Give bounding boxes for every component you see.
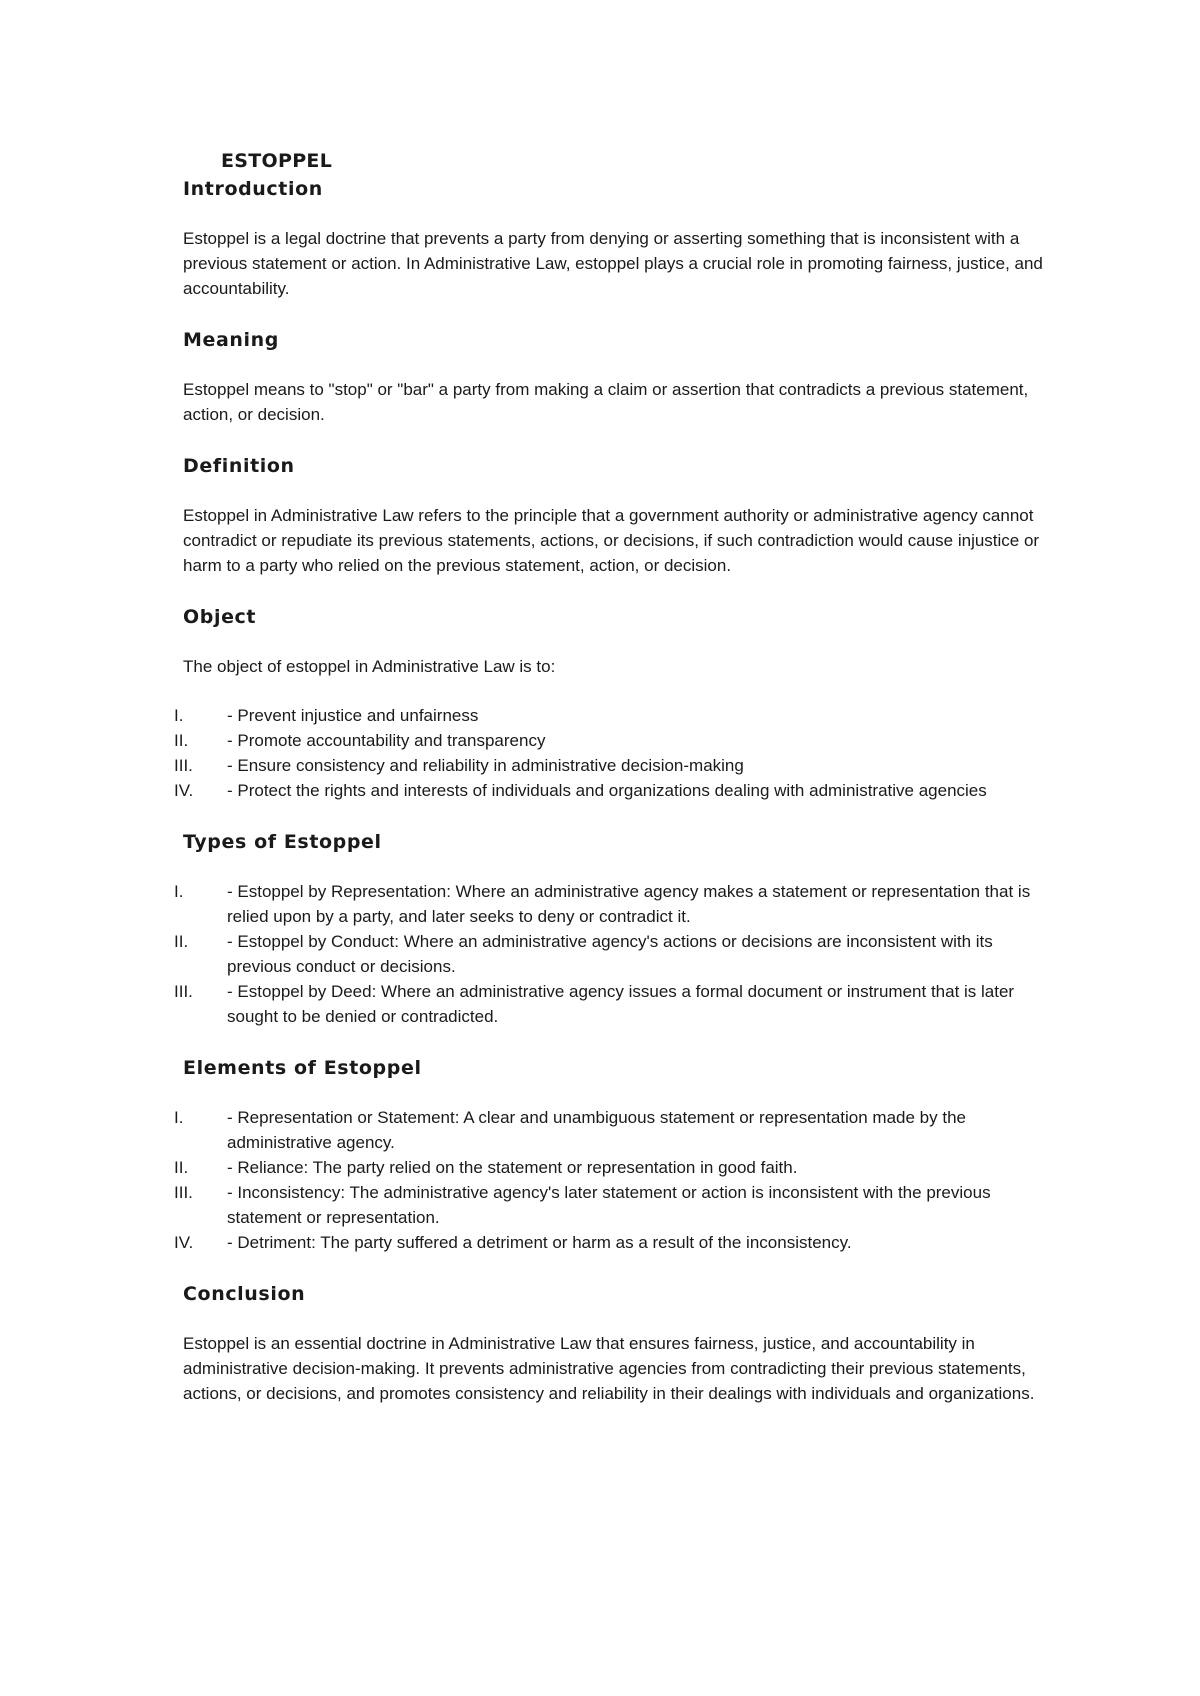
section-heading: Meaning — [183, 329, 279, 351]
section-heading: Object — [183, 606, 257, 628]
section-heading: Introduction — [183, 178, 323, 200]
document-title: ESTOPPEL — [221, 150, 333, 172]
document-body — [174, 176, 1043, 1406]
list-item — [174, 703, 1043, 728]
list-item — [174, 778, 1043, 803]
list-item — [174, 1230, 1043, 1255]
list-item — [174, 979, 1043, 1029]
section-heading: Conclusion — [183, 1283, 306, 1305]
list-item — [174, 1180, 1043, 1230]
types-list — [174, 879, 1043, 1029]
list-number: III. — [174, 982, 193, 1001]
section-elements — [174, 1055, 1043, 1255]
section-heading: Types of Estoppel — [183, 831, 382, 853]
section-heading: Definition — [183, 455, 295, 477]
list-number: I. — [174, 882, 184, 901]
list-item-text: - Representation or Statement: A clear and unambiguous statement or representation made by the administrative agency. — [227, 1108, 966, 1152]
list-number: I. — [174, 1108, 184, 1127]
list-item-text: - Reliance: The party relied on the statement or representation in good faith. — [227, 1158, 798, 1177]
list-number: III. — [174, 1183, 193, 1202]
object-list — [174, 703, 1043, 803]
list-number: IV. — [174, 1233, 194, 1252]
list-item-text: - Prevent injustice and unfairness — [227, 706, 479, 725]
list-item-text: - Estoppel by Conduct: Where an administrative agency's actions or decisions are inconsistent with its previous conduct or decisions. — [227, 932, 993, 976]
section-types — [174, 829, 1043, 1029]
list-number: I. — [174, 706, 184, 725]
section-paragraph: Estoppel is an essential doctrine in Administrative Law that ensures fairness, justice, and accountability in administrative decision-making. It prevents administrative agencies from contradicting their previous statements, actions, or decisions, and promotes consistency and reliability in their dealings with individuals and organizations. — [183, 1334, 1035, 1403]
section-paragraph: Estoppel in Administrative Law refers to the principle that a government authority or administrative agency cannot contradict or repudiate its previous statements, actions, or decisions, if such contradiction would cause injustice or harm to a party who relied on the previous statement, action, or decision. — [183, 506, 1040, 575]
list-item-text: - Estoppel by Representation: Where an administrative agency makes a statement or representation that is relied upon by a party, and later seeks to deny or contradict it. — [227, 882, 1031, 926]
section-paragraph: Estoppel means to "stop" or "bar" a party from making a claim or assertion that contradicts a previous statement, action, or decision. — [183, 380, 1029, 424]
list-item-text: - Inconsistency: The administrative agency's later statement or action is inconsistent with the previous statement or representation. — [227, 1183, 991, 1227]
section-definition — [183, 453, 1043, 578]
list-item-text: - Estoppel by Deed: Where an administrative agency issues a formal document or instrument that is later sought to be denied or contradicted. — [227, 982, 1015, 1026]
list-item — [174, 1105, 1043, 1155]
section-introduction — [183, 176, 1043, 301]
list-item — [174, 728, 1043, 753]
list-number: IV. — [174, 781, 194, 800]
section-conclusion — [183, 1281, 1043, 1406]
section-heading: Elements of Estoppel — [183, 1057, 422, 1079]
list-item-text: - Protect the rights and interests of individuals and organizations dealing with administrative agencies — [227, 781, 987, 800]
list-number: III. — [174, 756, 193, 775]
list-item-text: - Detriment: The party suffered a detriment or harm as a result of the inconsistency. — [227, 1233, 852, 1252]
section-paragraph: Estoppel is a legal doctrine that prevents a party from denying or asserting something that is inconsistent with a previous statement or action. In Administrative Law, estoppel plays a crucial role in promoting fairness, justice, and accountability. — [183, 229, 1043, 298]
list-item-text: - Promote accountability and transparency — [227, 731, 546, 750]
list-item — [174, 1155, 1043, 1180]
list-number: II. — [174, 1158, 189, 1177]
elements-list — [174, 1105, 1043, 1255]
section-paragraph: The object of estoppel in Administrative Law is to: — [183, 657, 556, 676]
section-meaning — [183, 327, 1043, 427]
list-item — [174, 879, 1043, 929]
list-item — [174, 753, 1043, 778]
list-item — [174, 929, 1043, 979]
section-object — [174, 604, 1043, 803]
list-number: II. — [174, 932, 189, 951]
list-item-text: - Ensure consistency and reliability in administrative decision-making — [227, 756, 744, 775]
list-number: II. — [174, 731, 189, 750]
